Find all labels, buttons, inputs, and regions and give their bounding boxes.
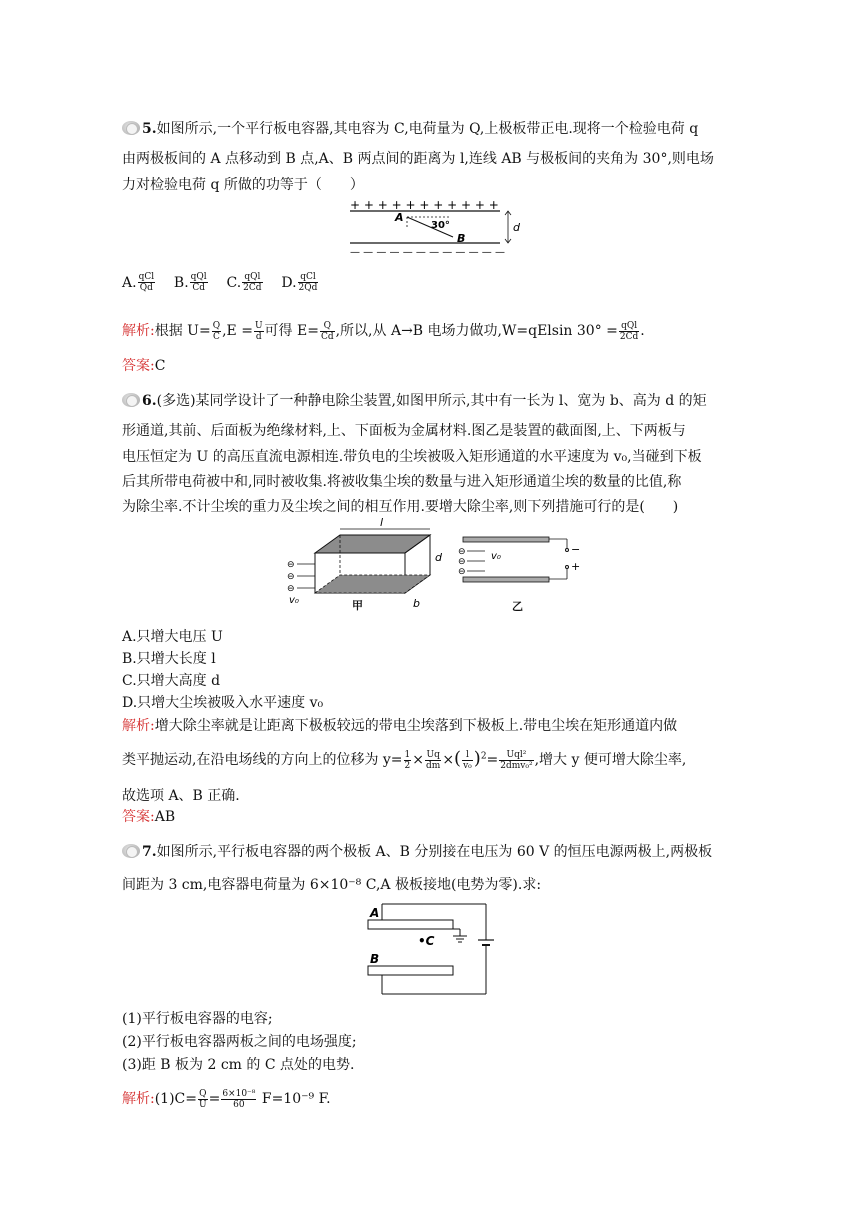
q7-plate-b [368,966,453,975]
q7-plate-a [368,920,453,929]
q5-text-1: 如图所示,一个平行板电容器,其电容为 C,电荷量为 Q,上极板带正电.现将一个检验电荷 q [156,121,699,137]
q5-answer-label: 答案: [122,358,155,374]
q5-options [122,272,319,293]
dust-particle-icon: ⊖ [287,584,295,594]
q5-angle-label: 30° [431,220,450,231]
q6-label-v0: v₀ [289,595,299,606]
q5-option-c: C. $\frac{\text{qQl}}{2Cd}$ [226,272,262,293]
q6-option-c: C.只增大高度 d [122,673,221,689]
q7-line2: 间距为 3 cm,电容器电荷量为 6×10⁻⁸ C,A 极板接地(电势为零).求: [122,877,542,893]
q6-analysis-1: 解析:增大除尘率就是让距离下极板较远的带电尘埃落到下极板上.带电尘埃在矩形通道内做 [122,718,678,734]
q7-number: 7. [142,844,157,860]
q6-number: 6. [142,393,157,409]
q7-part-2: (2)平行板电容器两板之间的电场强度; [122,1034,357,1050]
q7-part-3: (3)距 B 板为 2 cm 的 C 点处的电势. [122,1057,355,1073]
q5-number: 5. [142,121,157,137]
q6-figure-yi [455,535,585,605]
q7-label-b: B [370,952,380,966]
q6-line1 [122,390,707,410]
q7-line1 [122,841,712,861]
q6-line5: 为除尘率.不计尘埃的重力及尘埃之间的相互作用.要增大除尘率,则下列措施可行的是( ) [122,499,679,515]
q6-label-v0-yi: v₀ [491,551,501,562]
q6-label-l: l [380,516,384,529]
q6-caption-jia: 甲 [352,599,363,612]
q6-option-b: B.只增大长度 l [122,651,216,667]
dust-particle-icon: ⊖ [458,567,466,577]
q7-label-a: A [370,906,380,920]
q5-capacitor-diagram [345,195,525,259]
q5-option-a: A. $\frac{\text{qCl}}{Qd}$ [122,272,155,293]
q7-point-c: •C [418,934,435,948]
q5-answer [122,355,165,375]
q5-answer-value: C [154,358,166,374]
q6-answer-value: AB [154,809,176,825]
q6-analysis-label: 解析: [122,718,155,734]
q5-label-d: d [513,221,520,234]
q6-answer-label: 答案: [122,809,155,825]
q6-terminal-minus: − [571,543,581,556]
q6-top-face [315,535,430,553]
dust-particle-icon: ⊖ [458,547,466,557]
dust-particle-icon: ⊖ [458,557,466,567]
q5-plus-signs: + + + + + + + + + + + [350,198,499,212]
q5-option-b: B. $\frac{\text{qQl}}{Cd}$ [173,272,207,293]
q6-label-b: b [413,597,420,610]
q5-line1 [122,118,698,138]
q6-answer [122,806,175,826]
q6-bottom-face [315,575,430,593]
q6-label-d: d [435,551,442,564]
bullet-icon [122,393,140,407]
q7-analysis-label: 解析: [122,1091,155,1107]
q6-text-1: (多选)某同学设计了一种静电除尘装置,如图甲所示,其中有一长为 l、宽为 b、高为 d 的矩 [156,393,707,409]
q6-caption-yi: 乙 [512,600,523,613]
q6-option-d: D.只增大尘埃被吸入水平速度 v₀ [122,695,324,711]
q5-minus-signs: — — — — — — — — — — — — [350,247,505,258]
q6-terminal-plus: + [571,560,581,573]
q6-line4: 后其所带电荷被中和,同时被收集.将被收集尘埃的数量与进入矩形通道尘埃的数量的比值,称 [122,474,682,490]
bullet-icon [122,121,140,135]
q5-label-b: B [457,232,466,245]
q6-lower-plate [463,577,549,582]
q7-text-1: 如图所示,平行板电容器的两个极板 A、B 分别接在电压为 60 V 的恒压电源两极上,两极板 [156,844,713,860]
q5-option-d: D. $\frac{\text{qCl}}{2Qd}$ [281,272,318,293]
bullet-icon [122,844,140,858]
dust-particle-icon: ⊖ [287,560,295,570]
q7-analysis: 解析:(1)C= $\frac{Q}{U}$ = $\frac{\text{6×10⁻⁸}}{60}$ F=10⁻⁹ F. [122,1088,331,1110]
q7-part-1: (1)平行板电容器的电容; [122,1011,273,1027]
q5-analysis-label: 解析: [122,323,155,339]
q6-option-a: A.只增大电压 U [122,629,223,645]
dust-particle-icon: ⊖ [287,572,295,582]
q5-analysis: 解析:根据 U= $\frac{Q}{C}$ ,E = $\frac{U}{d}$ 可得 E= $\frac{Q}{Cd}$ ,所以,从 A→B 电场力做功,W=qElsin 30° = $\frac{\text{qQl}}{2Cd}$ . [122,320,645,342]
q5-line3: 力对检验电荷 q 所做的功等于（ ） [122,177,364,193]
q7-capacitor-circuit [360,900,500,998]
q6-analysis-3: 故选项 A、B 正确. [122,788,240,804]
q6-line2: 形通道,其前、后面板为绝缘材料,上、下面板为金属材料.图乙是装置的截面图,上、下两板与 [122,423,686,439]
q5-label-a: A [395,211,404,224]
q6-figure-jia [285,515,450,615]
q5-line2: 由两极板间的 A 点移动到 B 点,A、B 两点间的距离为 l,连线 AB 与极板间的夹角为 30°,则电场 [122,151,714,167]
q6-line3: 电压恒定为 U 的高压直流电源相连.带负电的尘埃被吸入矩形通道的水平速度为 v₀,当碰到下板 [122,449,702,465]
q6-upper-plate [463,537,549,542]
q6-analysis-2: 类平抛运动,在沿电场线的方向上的位移为 y= $\frac{1}{2}$ × $\frac{Uq}{dm}$ ×( $\frac{l}{\text{v₀}}$ )$^2$= $\frac{\text{Uql²}}{\text{2dmv₀²}}$ ,增大 y 便可增大除尘率, [122,748,687,771]
